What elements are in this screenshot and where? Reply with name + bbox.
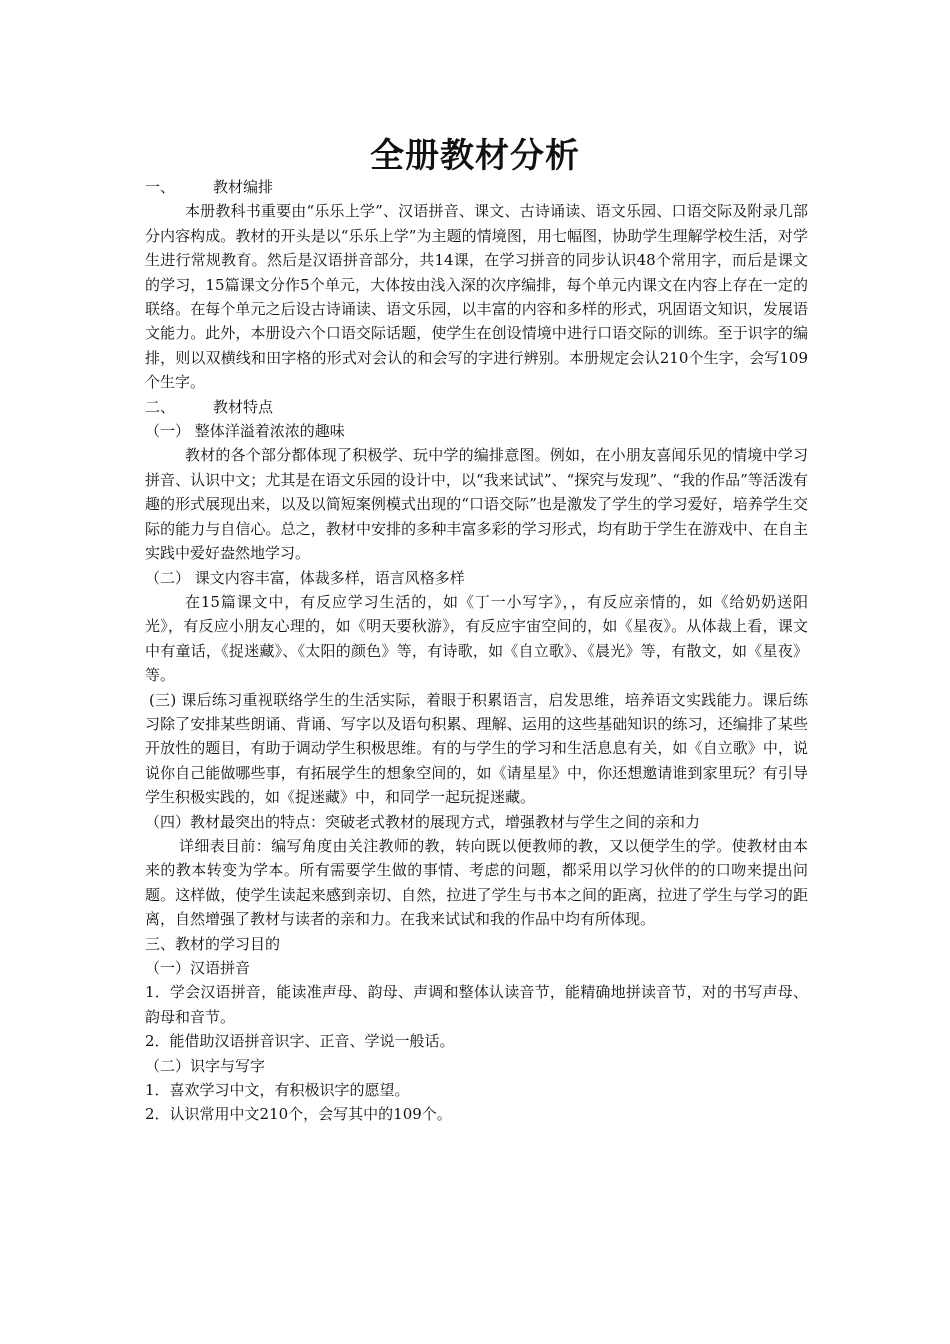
section-heading-3: 三、教材的学习目的 <box>145 934 281 953</box>
paragraph: 在15篇课文中，有反应学习生活的，如《丁一小写字》，，有反应亲情的，如《给奶奶送阳光》，有反应小朋友心理的，如《明天要秋游》，有反应宇宙空间的，如《星夜》。从体裁上看，课文中有童话，《捉迷藏》、《太阳的颜色》等，有诗歌，如《自立歌》、《晨光》等，有散文，如《星夜》等。 <box>145 592 808 685</box>
section-number: 一、 <box>145 178 176 196</box>
paragraph: 教材的各个部分都体现了积极学、玩中学的编排意图。例如，在小朋友喜闻乐见的情境中学习拼音、认识中文；尤其是在语文乐园的设计中，以“我来试试”、“探究与发现”、“我的作品”等活泼有趣的形式展现出来，以及以简短案例模式出现的“口语交际”也是激发了学生的学习爱好，培养学生交际的能力与自信心。总之，教材中安排的多种丰富多彩的学习形式，均有助于学生在游戏中、在自主实践中爱好盎然地学习。 <box>145 446 808 563</box>
paragraph: 本册教科书重要由“乐乐上学”、汉语拼音、课文、古诗诵读、语文乐园、口语交际及附录几部分内容构成。教材的开头是以“乐乐上学”为主题的情境图，用七幅图，协助学生理解学校生活，对学生进行常规教育。然后是汉语拼音部分，共14课，在学习拼音的同步认识48个常用字，而后是课文的学习，15篇课文分作5个单元，大体按由浅入深的次序编排，每个单元内课文在内容上存在一定的联络。在每个单元之后设古诗诵读、语文乐园，以丰富的内容和多样的形式，巩固语文知识，发展语文能力。此外，本册设六个口语交际话题，使学生在创设情境中进行口语交际的训练。至于识字的编排，则以双横线和田字格的形式对会认的和会写的字进行辨别。本册规定会认210个生字，会写109个生字。 <box>145 202 808 392</box>
section-heading-2 <box>145 395 808 419</box>
paragraph: (三) 课后练习重视联络学生的生活实际，着眼于积累语言，启发思维，培养语文实践能力。课后练习除了安排某些朗诵、背诵、写字以及语句积累、理解、运用的这些基础知识的练习，还编排了某些开放性的题目，有助于调动学生积极思维。有的与学生的学习和生活息息有关，如《自立歌》中，说说你自己能做哪些事，有拓展学生的想象空间的，如《请星星》中，你还想邀请谁到家里玩？有引导学生积极实践的，如《捉迷藏》中，和同学一起玩捉迷藏。 <box>145 690 808 807</box>
document-body <box>145 175 808 1127</box>
list-item: 2．认识常用中文210个，会写其中的109个。 <box>145 1105 452 1124</box>
paragraph: 详细表目前：编写角度由关注教师的教，转向既以便教师的教，又以便学生的学。使教材由本来的教本转变为学本。所有需要学生做的事情、考虑的问题，都采用以学习伙伴的的口吻来提出问题。这样做，使学生读起来感到亲切、自然，拉进了学生与书本之间的距离，拉进了学生与学习的距离，自然增强了教材与读者的亲和力。在我来试试和我的作品中均有所体现。 <box>145 836 808 929</box>
subsection-heading: （二）识字与写字 <box>145 1056 266 1075</box>
section-title: 教材编排 <box>213 178 274 196</box>
list-item: 1．喜欢学习中文，有积极识字的愿望。 <box>145 1081 410 1100</box>
subsection-heading: （一）汉语拼音 <box>145 959 251 977</box>
list-item: 2．能借助汉语拼音识字、正音、学说一般话。 <box>145 1032 455 1051</box>
page-title: 全册教材分析 <box>370 136 580 176</box>
list-item: 1．学会汉语拼音，能读准声母、韵母、声调和整体认读音节，能精确地拼读音节，对的书写声母、韵母和音节。 <box>145 983 808 1026</box>
section-title: 教材特点 <box>213 397 274 416</box>
subsection-heading: （一） 整体洋溢着浓浓的趣味 <box>145 422 345 441</box>
section-heading-1 <box>145 175 808 199</box>
subsection-heading: （四）教材最突出的特点：突破老式教材的展现方式，增强教材与学生之间的亲和力 <box>145 812 701 831</box>
subsection-heading: （二） 课文内容丰富，体裁多样，语言风格多样 <box>145 568 465 587</box>
section-number: 二、 <box>145 397 176 416</box>
